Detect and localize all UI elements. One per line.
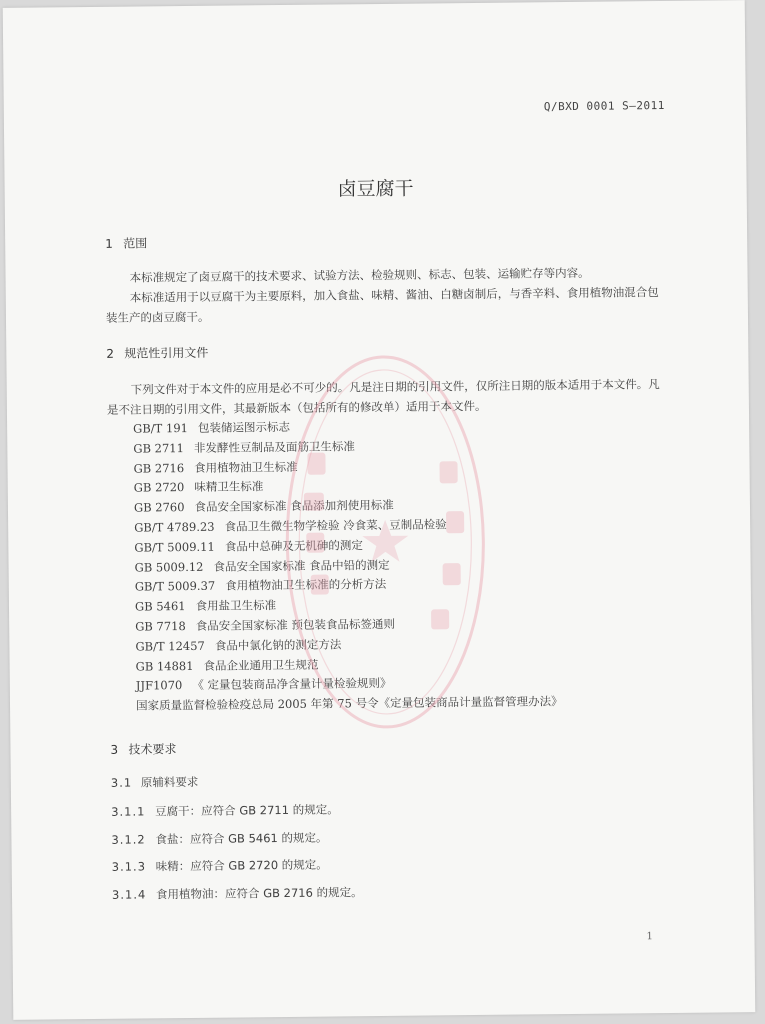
paragraph-text: 下列文件对于本文件的应用是必不可少的。凡是注日期的引用文件，仅所注日期的版本适用于本文件。凡是不注日期的引用文件，其最新版本（包括所有的修改单）适用于本文件。 — [106, 377, 660, 417]
seal-stamp — [268, 341, 502, 743]
reference-name: 食品安全国家标准 食品中铅的测定 — [213, 557, 390, 574]
reference-name: 《 定量包装商品净含量计量检验规则》 — [192, 676, 392, 693]
clause-text: 食盐：应符合 GB 5461 的规定。 — [155, 830, 328, 847]
reference-name: 包装储运图示标志 — [197, 419, 290, 435]
section-3-heading — [110, 740, 176, 758]
clause-3-1-3 — [112, 857, 328, 875]
section-number: 3 — [110, 742, 119, 757]
clause-number: 3.1.4 — [111, 887, 147, 902]
reference-code: GB/T 12457 — [135, 638, 205, 654]
clause-text: 食用植物油：应符合 GB 2716 的规定。 — [155, 885, 363, 902]
section-number: 1 — [105, 236, 113, 251]
reference-code: GB 14881 — [135, 658, 194, 674]
section-title: 范围 — [123, 236, 148, 251]
reference-name: 食用植物油卫生标准的分析方法 — [225, 577, 387, 593]
section-title: 规范性引用文件 — [124, 345, 209, 361]
reference-name: 食品安全国家标准 食品添加剂使用标准 — [194, 498, 394, 515]
clause-number: 3.1.1 — [111, 804, 146, 819]
reference-code: GB/T 191 — [133, 420, 189, 436]
reference-code: GB/T 5009.11 — [134, 539, 215, 555]
reference-code: GB 7718 — [135, 618, 186, 634]
scope-paragraph-2 — [106, 282, 666, 328]
reference-name: 食品安全国家标准 预包装食品标签通则 — [195, 616, 395, 633]
clause-text: 豆腐干：应符合 GB 2711 的规定。 — [155, 802, 339, 819]
subsection-number: 3.1 — [110, 775, 133, 790]
reference-code: GB 2760 — [133, 500, 185, 515]
clause-3-1-1 — [111, 801, 339, 819]
reference-name: 国家质量监督检验检疫总局 2005 年第 75 号令《定量包装商品计量监督管理办法》 — [135, 694, 563, 713]
reference-code: GB 2716 — [133, 460, 185, 476]
paragraph-text: 本标准规定了卤豆腐干的技术要求、试验方法、检验规则、标志、包装、运输贮存等内容。 — [129, 265, 590, 285]
section-2-heading — [106, 344, 208, 362]
document-code: Q/BXD 0001 S—2011 — [543, 98, 665, 114]
reference-code: GB 2720 — [133, 480, 185, 495]
section-number: 2 — [106, 346, 115, 361]
reference-name: 食品中氯化钠的测定方法 — [214, 637, 342, 653]
reference-code: GB 5461 — [134, 599, 186, 614]
paragraph-text: 本标准适用于以豆腐干为主要原料，加入食盐、味精、酱油、白糖卤制后，与香辛料、食用植物油混合包装生产的卤豆腐干。 — [105, 285, 659, 325]
document-page — [3, 0, 756, 1020]
reference-name: 食品企业通用卫生规范 — [203, 657, 319, 673]
reference-code: GB/T 4789.23 — [134, 519, 215, 535]
clause-text: 味精：应符合 GB 2720 的规定。 — [155, 857, 328, 874]
reference-code: GB 5009.12 — [134, 559, 204, 575]
reference-name: 食品中总砷及无机砷的测定 — [224, 537, 363, 554]
subsection-title: 原辅料要求 — [140, 774, 199, 790]
reference-name: 味精卫生标准 — [194, 479, 264, 495]
clause-number: 3.1.2 — [111, 832, 146, 847]
section-title: 技术要求 — [128, 742, 177, 757]
clause-3-1-4 — [112, 884, 363, 903]
reference-code: GB 2711 — [133, 440, 184, 456]
section-1-heading — [105, 234, 147, 251]
subsection-3-1 — [111, 774, 199, 791]
reference-name: 食用植物油卫生标准 — [194, 459, 298, 475]
reference-name: 食品卫生微生物学检验 冷食菜、豆制品检验 — [224, 517, 447, 534]
reference-name: 非发酵性豆制品及面筋卫生标准 — [193, 439, 355, 455]
reference-code: GB/T 5009.37 — [134, 579, 216, 594]
document-title: 卤豆腐干 — [337, 177, 414, 201]
clause-number: 3.1.3 — [111, 859, 147, 874]
page-number: 1 — [646, 931, 653, 943]
reference-name: 食用盐卫生标准 — [195, 598, 277, 614]
clause-3-1-2 — [111, 830, 327, 848]
reference-code: JJF1070 — [135, 678, 183, 693]
